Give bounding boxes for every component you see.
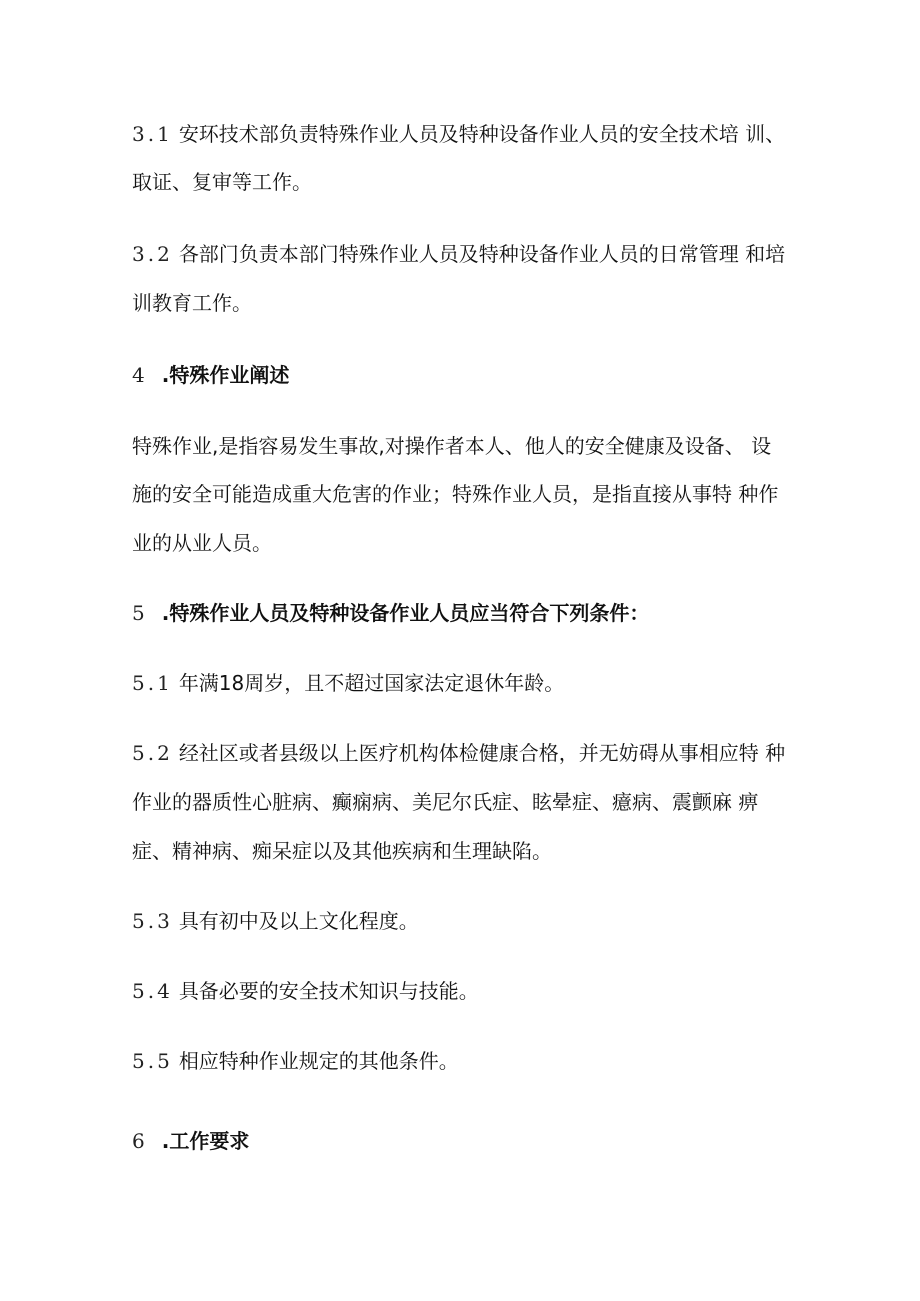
paragraph-text: 业的从业人员。 bbox=[132, 531, 272, 555]
clause-text: 症、精神病、痴呆症以及其他疾病和生理缺陷。 bbox=[132, 839, 552, 863]
clause-text: 相应特种作业规定的其他条件。 bbox=[178, 1049, 459, 1073]
section-number: 6 bbox=[132, 1129, 148, 1153]
clause-text: 各部门负责本部门特殊作业人员及特种设备作业人员的日常管理 和培 bbox=[178, 242, 786, 266]
clause-5-5 bbox=[132, 1048, 802, 1074]
clause-number: 3.1 bbox=[132, 122, 173, 146]
clause-number: 3.2 bbox=[132, 242, 173, 266]
clause-5-2-line-1 bbox=[132, 740, 802, 766]
clause-number: 5.1 bbox=[132, 671, 173, 695]
clause-3-1-line-1 bbox=[132, 121, 802, 147]
clause-text: 年满18周岁，且不超过国家法定退休年龄。 bbox=[178, 671, 565, 695]
clause-number: 5.4 bbox=[132, 979, 173, 1003]
section-4-paragraph-line-2 bbox=[132, 481, 802, 507]
clause-text: 作业的器质性心脏病、癫痫病、美尼尔氏症、眩晕症、癔病、震颤麻 痹 bbox=[132, 790, 759, 814]
clause-5-2-line-3 bbox=[132, 838, 802, 864]
clause-3-1-line-2 bbox=[132, 169, 802, 195]
clause-text: 具有初中及以上文化程度。 bbox=[178, 909, 419, 933]
paragraph-text: 施的安全可能造成重大危害的作业；特殊作业人员，是指直接从事特 种作 bbox=[132, 482, 779, 506]
clause-text: 安环技术部负责特殊作业人员及特种设备作业人员的安全技术培 训、 bbox=[178, 122, 786, 146]
clause-text: 具备必要的安全技术知识与技能。 bbox=[178, 979, 479, 1003]
clause-5-4 bbox=[132, 978, 802, 1004]
section-title: .特殊作业阐述 bbox=[161, 363, 290, 387]
clause-5-1 bbox=[132, 670, 802, 696]
clause-3-2-line-2 bbox=[132, 290, 802, 316]
paragraph-text: 特殊作业,是指容易发生事故,对操作者本人、他人的安全健康及设备、 设 bbox=[132, 434, 772, 458]
clause-number: 5.5 bbox=[132, 1049, 173, 1073]
clause-5-3 bbox=[132, 908, 802, 934]
clause-text: 取证、复审等工作。 bbox=[132, 170, 312, 194]
clause-text: 训教育工作。 bbox=[132, 291, 252, 315]
section-number: 5 bbox=[132, 601, 148, 625]
clause-5-2-line-2 bbox=[132, 789, 802, 815]
section-5-heading bbox=[132, 600, 802, 626]
section-number: 4 bbox=[132, 363, 148, 387]
clause-number: 5.3 bbox=[132, 909, 173, 933]
clause-number: 5.2 bbox=[132, 741, 173, 765]
section-4-heading bbox=[132, 362, 802, 388]
clause-3-2-line-1 bbox=[132, 241, 802, 267]
section-6-heading bbox=[132, 1128, 802, 1154]
section-4-paragraph-line-3 bbox=[132, 530, 802, 556]
section-4-paragraph-line-1 bbox=[132, 433, 802, 459]
section-title: .工作要求 bbox=[161, 1129, 250, 1153]
section-title: .特殊作业人员及特种设备作业人员应当符合下列条件： bbox=[161, 601, 650, 625]
clause-text: 经社区或者县级以上医疗机构体检健康合格，并无妨碍从事相应特 种 bbox=[178, 741, 786, 765]
